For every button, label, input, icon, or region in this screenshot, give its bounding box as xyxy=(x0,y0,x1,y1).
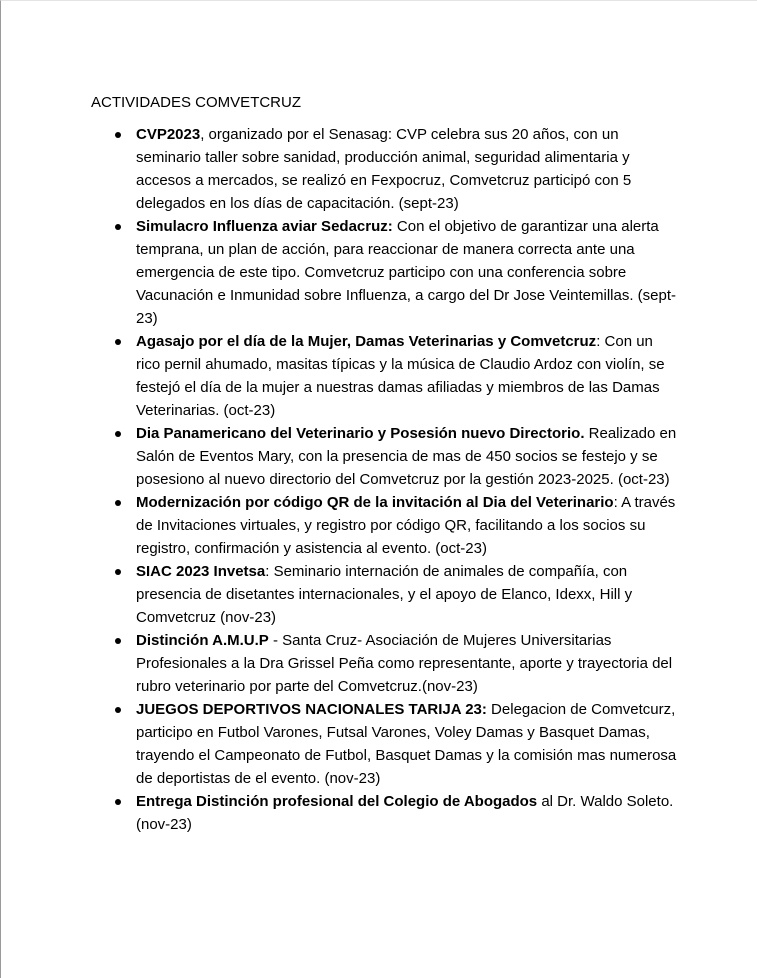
bullet-icon xyxy=(115,799,121,805)
activity-item-codigo-qr xyxy=(91,491,681,560)
activity-item-distincion-amup xyxy=(91,629,681,698)
bullet-icon xyxy=(115,132,121,138)
activity-item-cvp2023 xyxy=(91,123,681,215)
activity-description: : Con un rico pernil ahumado, masitas típicas y la música de Claudio Ardoz con violín, se festejó el día de la mujer a nuestras damas afiliadas y miembros de las Damas Veterinarias. (oct-23) xyxy=(136,333,665,419)
activities-list xyxy=(91,123,681,836)
activity-item-juegos-deportivos xyxy=(91,698,681,790)
activity-item-siac-2023 xyxy=(91,560,681,629)
activity-item-dia-veterinario xyxy=(91,422,681,491)
activity-description: Realizado en Salón de Eventos Mary, con la presencia de mas de 450 socios se festejo y se posesiono al nuevo directorio del Comvetcruz por la gestión 2023-2025. (oct-23) xyxy=(136,425,677,488)
document-heading: ACTIVIDADES COMVETCRUZ xyxy=(91,94,302,111)
activity-description: al Dr. Waldo Soleto. (nov-23) xyxy=(136,793,674,833)
activity-title: Agasajo por el día de la Mujer, Damas Veterinarias y Comvetcruz xyxy=(136,333,597,350)
activity-title: Modernización por código QR de la invitación al Dia del Veterinario xyxy=(136,494,614,511)
bullet-icon xyxy=(115,500,121,506)
bullet-icon xyxy=(115,431,121,437)
activity-description: - Santa Cruz- Asociación de Mujeres Universitarias Profesionales a la Dra Grissel Peña como representante, aporte y trayectoria del rubro veterinario por parte del Comvetcruz.(nov-23) xyxy=(136,632,673,695)
bullet-icon xyxy=(115,638,121,644)
activity-description: , organizado por el Senasag: CVP celebra sus 20 años, con un seminario taller sobre sanidad, producción animal, seguridad alimentaria y accesos a mercados, se realizó en Fexpocruz, Comvetcruz participó con 5 delegados en los días de capacitación. (sept-23) xyxy=(136,126,632,212)
activity-title: Simulacro Influenza aviar Sedacruz: xyxy=(136,218,393,235)
activity-item-colegio-abogados xyxy=(91,790,681,836)
activity-description: Con el objetivo de garantizar una alerta temprana, un plan de acción, para reaccionar de manera correcta ante una emergencia de este tipo. Comvetcruz participo con una conferencia sobre Vacunación e Inmunidad sobre Influenza, a cargo del Dr Jose Veintemillas. (sept-23) xyxy=(136,218,677,327)
activity-title: SIAC 2023 Invetsa xyxy=(136,563,266,580)
activity-title: CVP2023 xyxy=(136,126,201,143)
bullet-icon xyxy=(115,569,121,575)
activity-title: Dia Panamericano del Veterinario y Posesión nuevo Directorio. xyxy=(136,425,585,442)
activity-description: : A través de Invitaciones virtuales, y registro por código QR, facilitando a los socios su registro, confirmación y asistencia al evento. (oct-23) xyxy=(136,494,676,557)
activity-title: Distinción A.M.U.P xyxy=(136,632,269,649)
document-body xyxy=(91,91,681,836)
activity-title: JUEGOS DEPORTIVOS NACIONALES TARIJA 23: xyxy=(136,701,487,718)
activity-item-simulacro-influenza xyxy=(91,215,681,330)
bullet-icon xyxy=(115,224,121,230)
activity-description: : Seminario internación de animales de compañía, con presencia de disetantes internacionales, y el apoyo de Elanco, Idexx, Hill y Comvetcruz (nov-23) xyxy=(136,563,633,626)
activity-title: Entrega Distinción profesional del Colegio de Abogados xyxy=(136,793,538,810)
bullet-icon xyxy=(115,707,121,713)
activity-description: Delegacion de Comvetcurz, participo en Futbol Varones, Futsal Varones, Voley Damas y Basquet Damas, trayendo el Campeonato de Futbol, Basquet Damas y la comisión mas numerosa de deportistas de el evento. (nov-23) xyxy=(136,701,677,787)
activity-item-agasajo-mujer xyxy=(91,330,681,422)
bullet-icon xyxy=(115,339,121,345)
